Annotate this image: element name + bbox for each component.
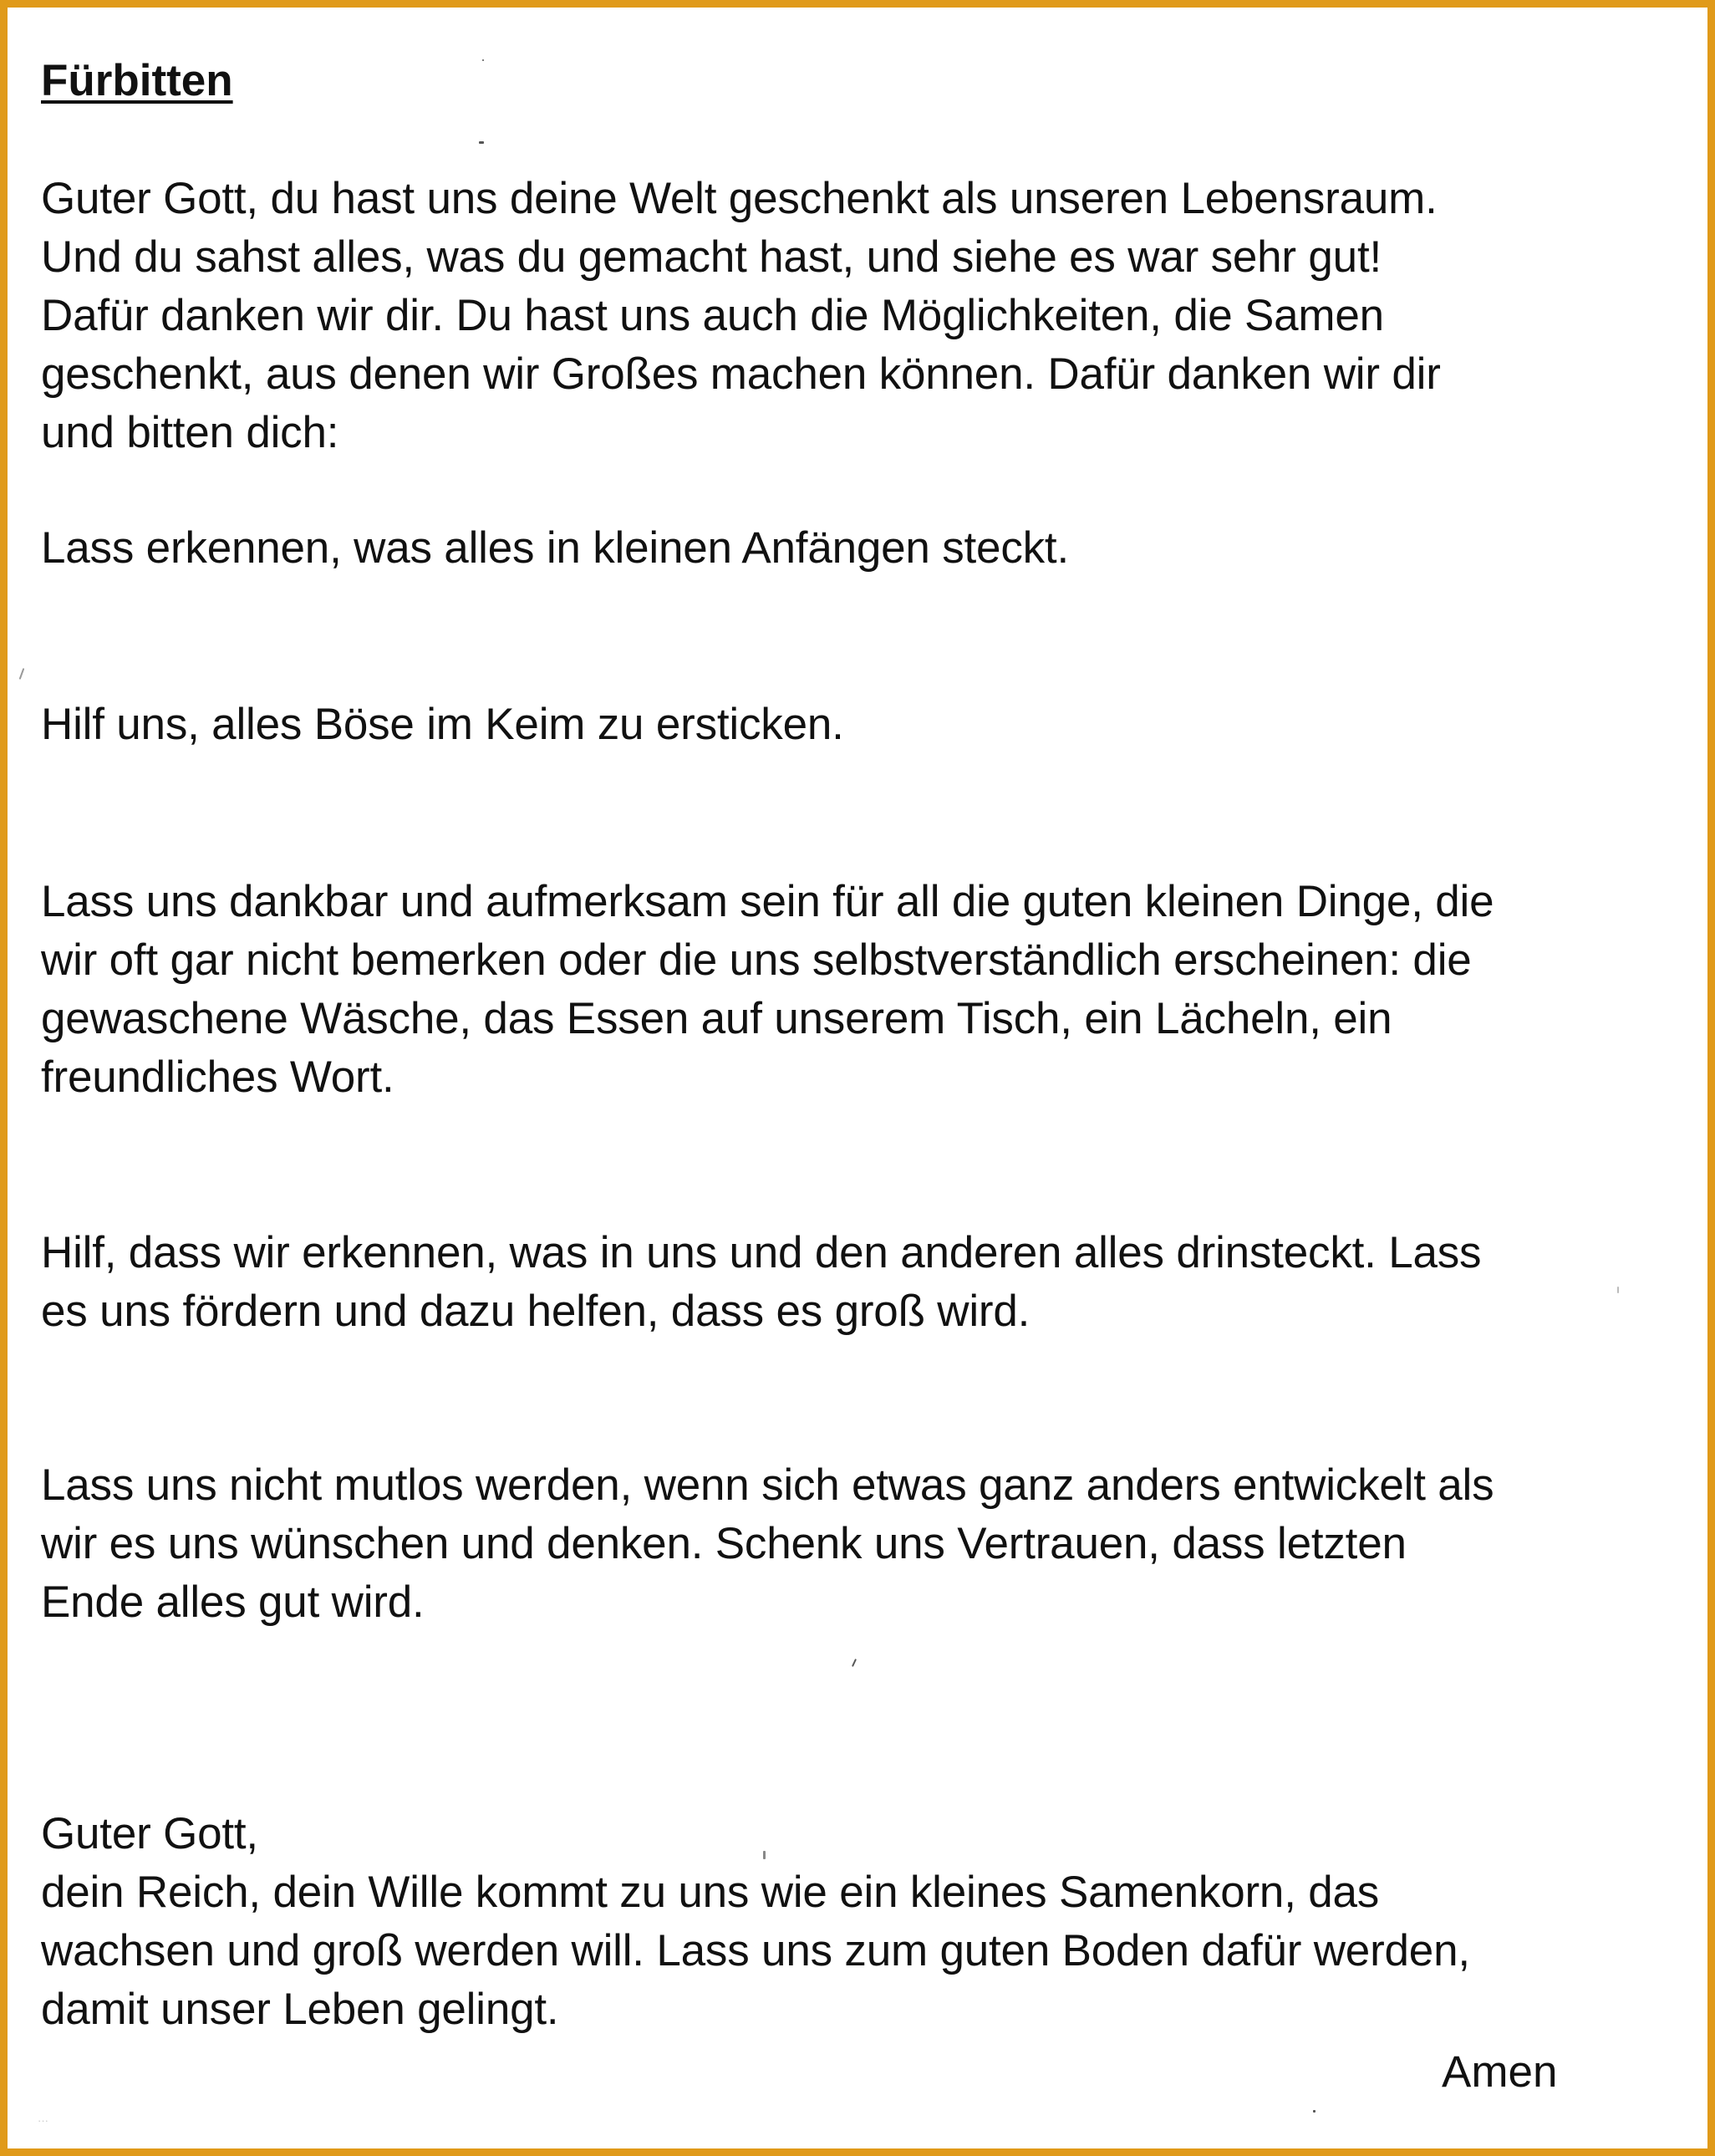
closing-line: wachsen und groß werden will. Lass uns zum guten Boden dafür werden,	[41, 1926, 1470, 1975]
petition-line: Hilf uns, alles Böse im Keim zu ersticken.	[41, 700, 844, 749]
scan-speck	[19, 668, 25, 680]
intro-line: Guter Gott, du hast uns deine Welt geschenkt als unseren Lebensraum.	[41, 174, 1438, 223]
amen-signoff: Amen	[1442, 2047, 1558, 2097]
petition-line: wir oft gar nicht bemerken oder die uns selbstverständlich erscheinen: die	[41, 935, 1472, 985]
scan-speck	[1313, 2110, 1316, 2113]
closing-line: dein Reich, dein Wille kommt zu uns wie ein kleines Samenkorn, das	[41, 1868, 1380, 1917]
petition-line: es uns fördern und dazu helfen, dass es groß wird.	[41, 1287, 1031, 1336]
petition-line: Lass erkennen, was alles in kleinen Anfängen steckt.	[41, 523, 1069, 573]
intro-line: Dafür danken wir dir. Du hast uns auch die Möglichkeiten, die Samen	[41, 291, 1384, 340]
document-title: Fürbitten	[41, 56, 233, 105]
scan-speck	[763, 1851, 766, 1859]
closing-line: Guter Gott,	[41, 1809, 258, 1858]
intro-line: geschenkt, aus denen wir Großes machen können. Dafür danken wir dir	[41, 349, 1441, 399]
petition-line: Ende alles gut wird.	[41, 1577, 425, 1627]
scan-speck	[1617, 1287, 1619, 1293]
petition-line: gewaschene Wäsche, das Essen auf unserem Tisch, ein Lächeln, ein	[41, 994, 1392, 1043]
petition-line: Hilf, dass wir erkennen, was in uns und den anderen alles drinsteckt. Lass	[41, 1228, 1482, 1277]
petition-line: freundliches Wort.	[41, 1053, 394, 1102]
petition-line: wir es uns wünschen und denken. Schenk uns Vertrauen, dass letzten	[41, 1519, 1407, 1568]
scan-watermark: ···	[38, 2114, 48, 2127]
closing-line: damit unser Leben gelingt.	[41, 1985, 559, 2034]
scan-speck	[479, 141, 484, 144]
petition-line: Lass uns nicht mutlos werden, wenn sich etwas ganz anders entwickelt als	[41, 1460, 1494, 1510]
scan-speck	[852, 1659, 857, 1667]
intro-line: Und du sahst alles, was du gemacht hast, und siehe es war sehr gut!	[41, 232, 1382, 282]
intro-line: und bitten dich:	[41, 408, 339, 457]
petition-line: Lass uns dankbar und aufmerksam sein für all die guten kleinen Dinge, die	[41, 877, 1494, 926]
scan-speck	[482, 59, 484, 61]
